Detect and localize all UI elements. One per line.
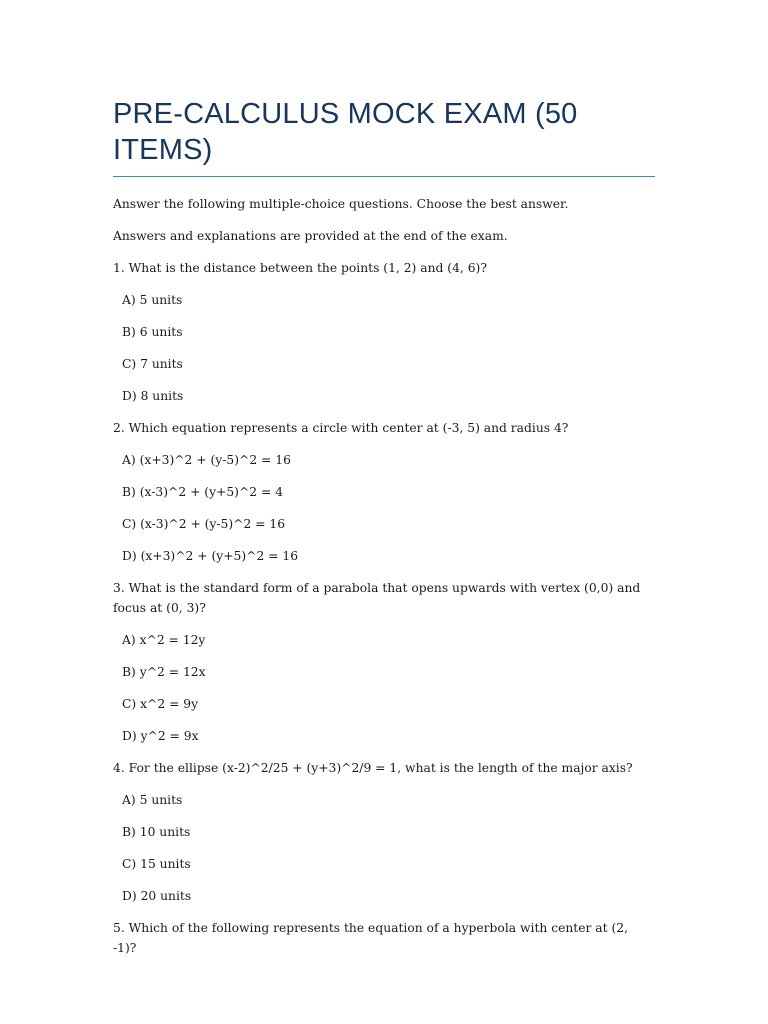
question-1-option-c: C) 7 units xyxy=(122,357,183,371)
question-2-option-a: A) (x+3)^2 + (y-5)^2 = 16 xyxy=(122,453,291,467)
question-2-option-d: D) (x+3)^2 + (y+5)^2 = 16 xyxy=(122,549,299,563)
instruction-text: Answer the following multiple-choice questions. Choose the best answer. xyxy=(113,197,569,211)
question-3-option-b: B) y^2 = 12x xyxy=(122,665,206,679)
question-3-text: 3. What is the standard form of a parabola that opens upwards with vertex (0,0) and focus at (0, 3)? xyxy=(113,581,641,615)
exam-page xyxy=(113,96,655,958)
question-4-option-d: D) 20 units xyxy=(122,889,192,903)
exam-body xyxy=(113,194,655,958)
question-3-option-d: D) y^2 = 9x xyxy=(122,729,199,743)
question-4-text: 4. For the ellipse (x-2)^2/25 + (y+3)^2/9 = 1, what is the length of the major axis? xyxy=(113,761,633,775)
question-5-text: 5. Which of the following represents the equation of a hyperbola with center at (2, -1)? xyxy=(113,921,629,955)
question-2-option-c: C) (x-3)^2 + (y-5)^2 = 16 xyxy=(122,517,286,531)
page-title: PRE-CALCULUS MOCK EXAM (50 ITEMS) xyxy=(113,96,655,177)
question-2-text: 2. Which equation represents a circle with center at (-3, 5) and radius 4? xyxy=(113,421,569,435)
question-1-option-d: D) 8 units xyxy=(122,389,184,403)
question-1-text: 1. What is the distance between the points (1, 2) and (4, 6)? xyxy=(113,261,487,275)
question-4-option-b: B) 10 units xyxy=(122,825,191,839)
question-1-option-b: B) 6 units xyxy=(122,325,183,339)
instruction-text: Answers and explanations are provided at the end of the exam. xyxy=(113,229,508,243)
question-4-option-a: A) 5 units xyxy=(122,793,183,807)
question-3-option-a: A) x^2 = 12y xyxy=(122,633,206,647)
question-1-option-a: A) 5 units xyxy=(122,293,183,307)
question-3-option-c: C) x^2 = 9y xyxy=(122,697,199,711)
question-2-option-b: B) (x-3)^2 + (y+5)^2 = 4 xyxy=(122,485,284,499)
question-4-option-c: C) 15 units xyxy=(122,857,191,871)
